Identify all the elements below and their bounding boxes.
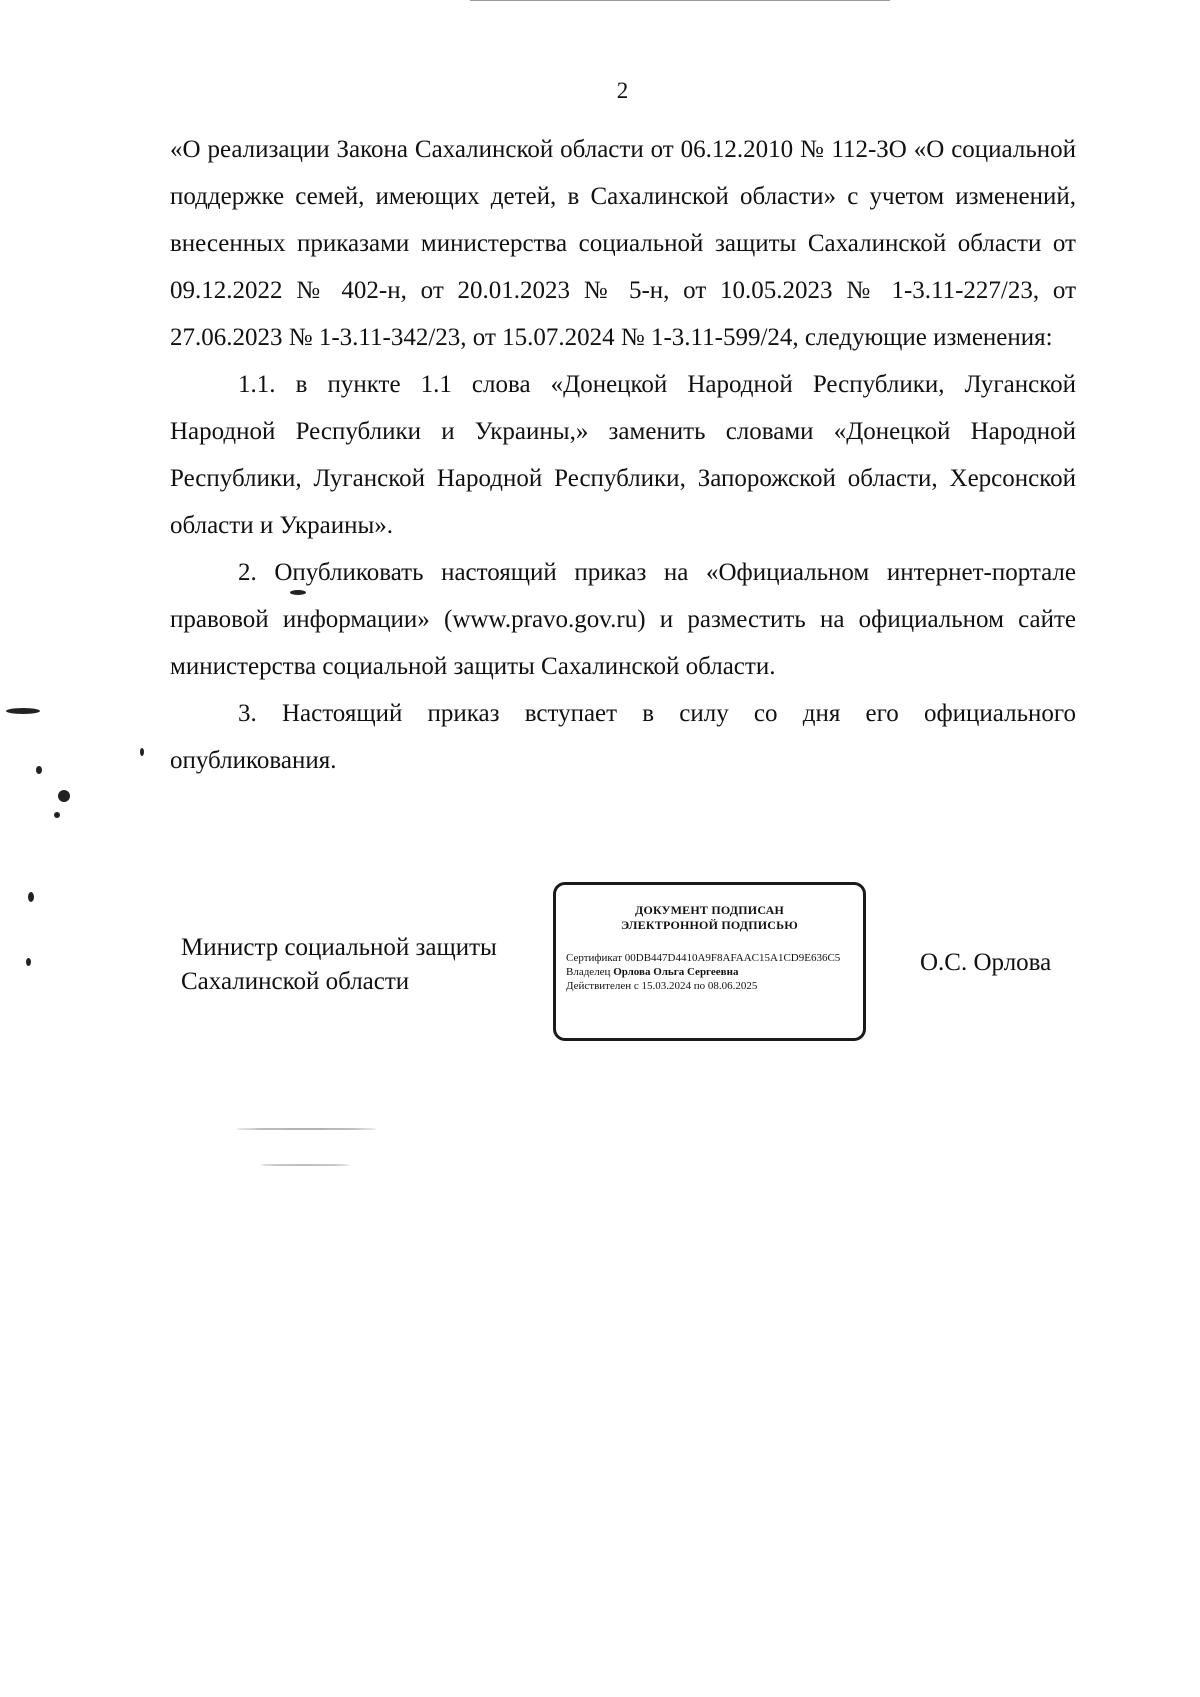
scan-speck [28,892,34,902]
scan-speck [26,958,31,966]
page-number: 2 [616,78,629,103]
stamp-title-line-2: ЭЛЕКТРОННОЙ ПОДПИСЬЮ [620,918,799,932]
scan-speck [54,812,60,818]
signer-name: О.С. Орлова [920,949,1052,976]
stamp-owner [566,965,853,979]
stamp-title [566,903,853,933]
paragraph-amendments-intro: «О реализации Закона Сахалинской области от 06.12.2010 № 112-ЗО «О социальной поддержке семей, имеющих детей, в Сахалинской области» с учетом изменений, внесенных приказами министерства социальной защиты Сахалинской области от 09.12.2022 № 402-н, от 20.01.2023 № 5-н, от 10.05.2023 № 1-3.11-227/23, от 27.06.2023 № 1-3.11-342/23, от 15.07.2024 № 1-3.11-599/24, следующие изменения: [170,136,1076,351]
stamp-owner-label: Владелец [566,966,611,978]
stamp-certificate-value: 00DB447D4410A9F8AFAAC15A1CD9E636C5 [624,952,841,964]
stamp-details [566,951,853,993]
paragraph-item-2: 2. Опубликовать настоящий приказ на «Официальном интернет-портале правовой информации» (www.pravo.gov.ru) и разместить на официальном сайте министерства социальной защиты Сахалинской области. [170,559,1076,680]
stamp-validity: Действителен с 15.03.2024 по 08.06.2025 [566,980,758,992]
stamp-title-line-1: ДОКУМЕНТ ПОДПИСАН [635,903,784,917]
stamp-certificate [566,951,853,965]
paragraph-item-3: 3. Настоящий приказ вступает в силу со дня его официального опубликования. [170,700,1076,774]
signatory-line-1: Министр социальной защиты [181,934,497,961]
scan-speck [58,790,70,802]
signatory-title [181,931,497,999]
scan-speck [36,766,42,774]
scan-speck [236,1128,376,1130]
scan-top-rule [470,0,890,1]
scan-speck [140,748,144,756]
stamp-owner-name: Орлова Ольга Сергеевна [613,966,739,978]
scan-speck [260,1164,350,1166]
stamp-certificate-label: Сертификат [566,952,622,964]
electronic-signature-stamp [553,882,866,1041]
paragraph-item-1-1: 1.1. в пункте 1.1 слова «Донецкой Народной Республики, Луганской Народной Республики и Украины,» заменить словами «Донецкой Народной Республики, Луганской Народной Республики, Запорожской области, Херсонской области и Украины». [170,371,1076,539]
document-body [170,126,1076,784]
scan-speck [6,708,40,714]
signatory-line-2: Сахалинской области [181,968,410,995]
